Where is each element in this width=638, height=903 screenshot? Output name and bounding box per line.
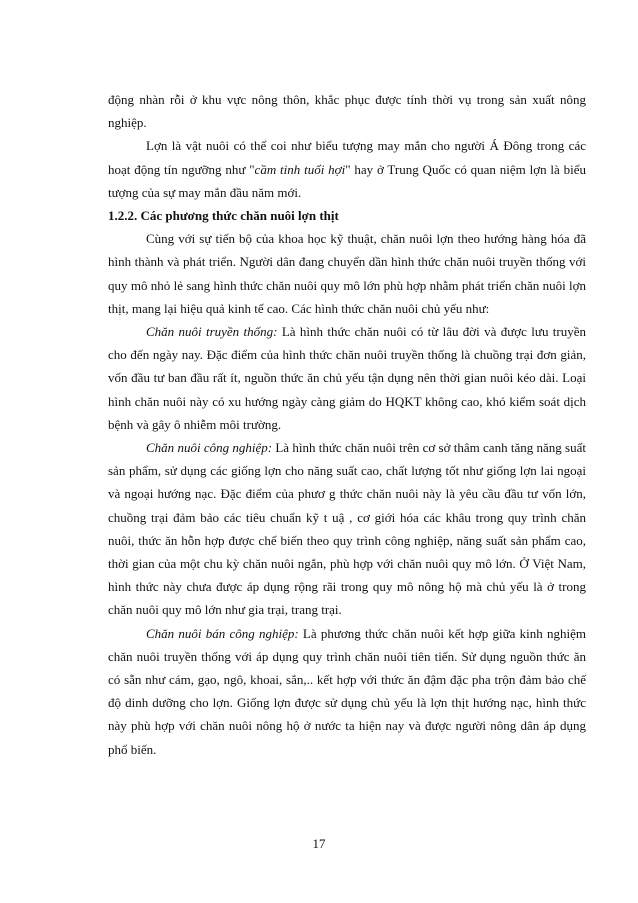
section-heading: 1.2.2. Các phương thức chăn nuôi lợn thịt (108, 208, 339, 224)
paragraph-pig-symbol (108, 134, 586, 204)
paragraph-traditional (108, 320, 586, 436)
paragraph-semi-industrial (108, 622, 586, 761)
term-industrial: Chăn nuôi công nghiệp: (146, 440, 273, 456)
page-number: 17 (312, 836, 326, 851)
paragraph-text: " hay ở Trung Quốc có quan niệm lợn là biểu tượng của sự may mắn đầu năm mới. (108, 161, 586, 200)
paragraph-text: Là phương thức chăn nuôi kết hợp giữa kinh nghiệm chăn nuôi truyền thống với áp dụng quy trình chăn nuôi tiên tiến. Sử dụng nguồn thức ăn có sẵn như cám, gạo, ngô, khoai, sắn,.. kết hợp với thức ăn đậm đặc pha trộn đảm bảo chế độ dinh dưỡng cho lợn. Giống lợn được sử dụng chủ yếu là lợn thịt hướng nạc, hình thức này phù hợp với chăn nuôi nông hộ ở nước ta hiện nay và được người nông dân áp dụng phổ biến. (108, 625, 586, 757)
paragraph-text: Lợn là vật nuôi có thể coi như biểu tượng may mắn cho người Á Đông trong các hoạt động tín ngưỡng như " (108, 138, 586, 177)
term-traditional: Chăn nuôi truyền thống: (146, 324, 278, 340)
page-body (108, 88, 586, 761)
paragraph-industrial (108, 436, 586, 622)
term-semi-industrial: Chăn nuôi bán công nghiệp: (146, 625, 299, 641)
paragraph-text: Là hình thức chăn nuôi trên cơ sở thâm canh tăng năng suất sản phẩm, sử dụng các giống lợn cho năng suất cao, chất lượng tốt như giống lợn lai ngoại và ngoại hướng nạc. Đặc điểm của phươ g thức chăn nuôi này là yêu cầu đầu tư vốn lớn, chuồng trại đảm bảo các tiêu chuẩn kỹ t uậ , cơ giới hóa các khâu trong quy trình chăn nuôi, thức ăn hỗn hợp được chế biến theo quy trình công nghiệp, năng suất sản phẩm cao, thời gian của một chu kỳ chăn nuôi ngắn, phù hợp với chăn nuôi quy mô lớn. Ở Việt Nam, hình thức này chưa được áp dụng rộng rãi trong quy mô nông hộ mà chủ yếu là ở trong chăn nuôi quy mô lớn như gia trại, trang trại. (108, 440, 586, 618)
paragraph-intro: Cùng với sự tiến bộ của khoa học kỹ thuật, chăn nuôi lợn theo hướng hàng hóa đã hình thành và phát triển. Người dân đang chuyển dần hình thức chăn nuôi truyền thống với quy mô nhỏ lẻ sang hình thức chăn nuôi quy mô lớn phù hợp nhằm phát triển chăn nuôi lợn thịt, mang lại hiệu quả kinh tế cao. Các hình thức chăn nuôi chủ yếu như: (108, 231, 586, 316)
emphasis-text: cầm tinh tuổi hợi (254, 161, 346, 177)
paragraph-text: Là hình thức chăn nuôi có từ lâu đời và được lưu truyền cho đến ngày nay. Đặc điểm của hình thức chăn nuôi truyền thống là chuồng trại đơn giản, vốn đầu tư ban đầu rất ít, nguồn thức ăn chủ yếu tận dụng nên thời gian nuôi kéo dài. Loại hình chăn nuôi này có xu hướng ngày càng giảm do HQKT không cao, khó kiểm soát dịch bệnh và gây ô nhiễm môi trường. (108, 324, 587, 432)
paragraph-continuation: động nhàn rỗi ở khu vực nông thôn, khắc phục được tính thời vụ trong sản xuất nông nghiệp. (108, 92, 586, 131)
